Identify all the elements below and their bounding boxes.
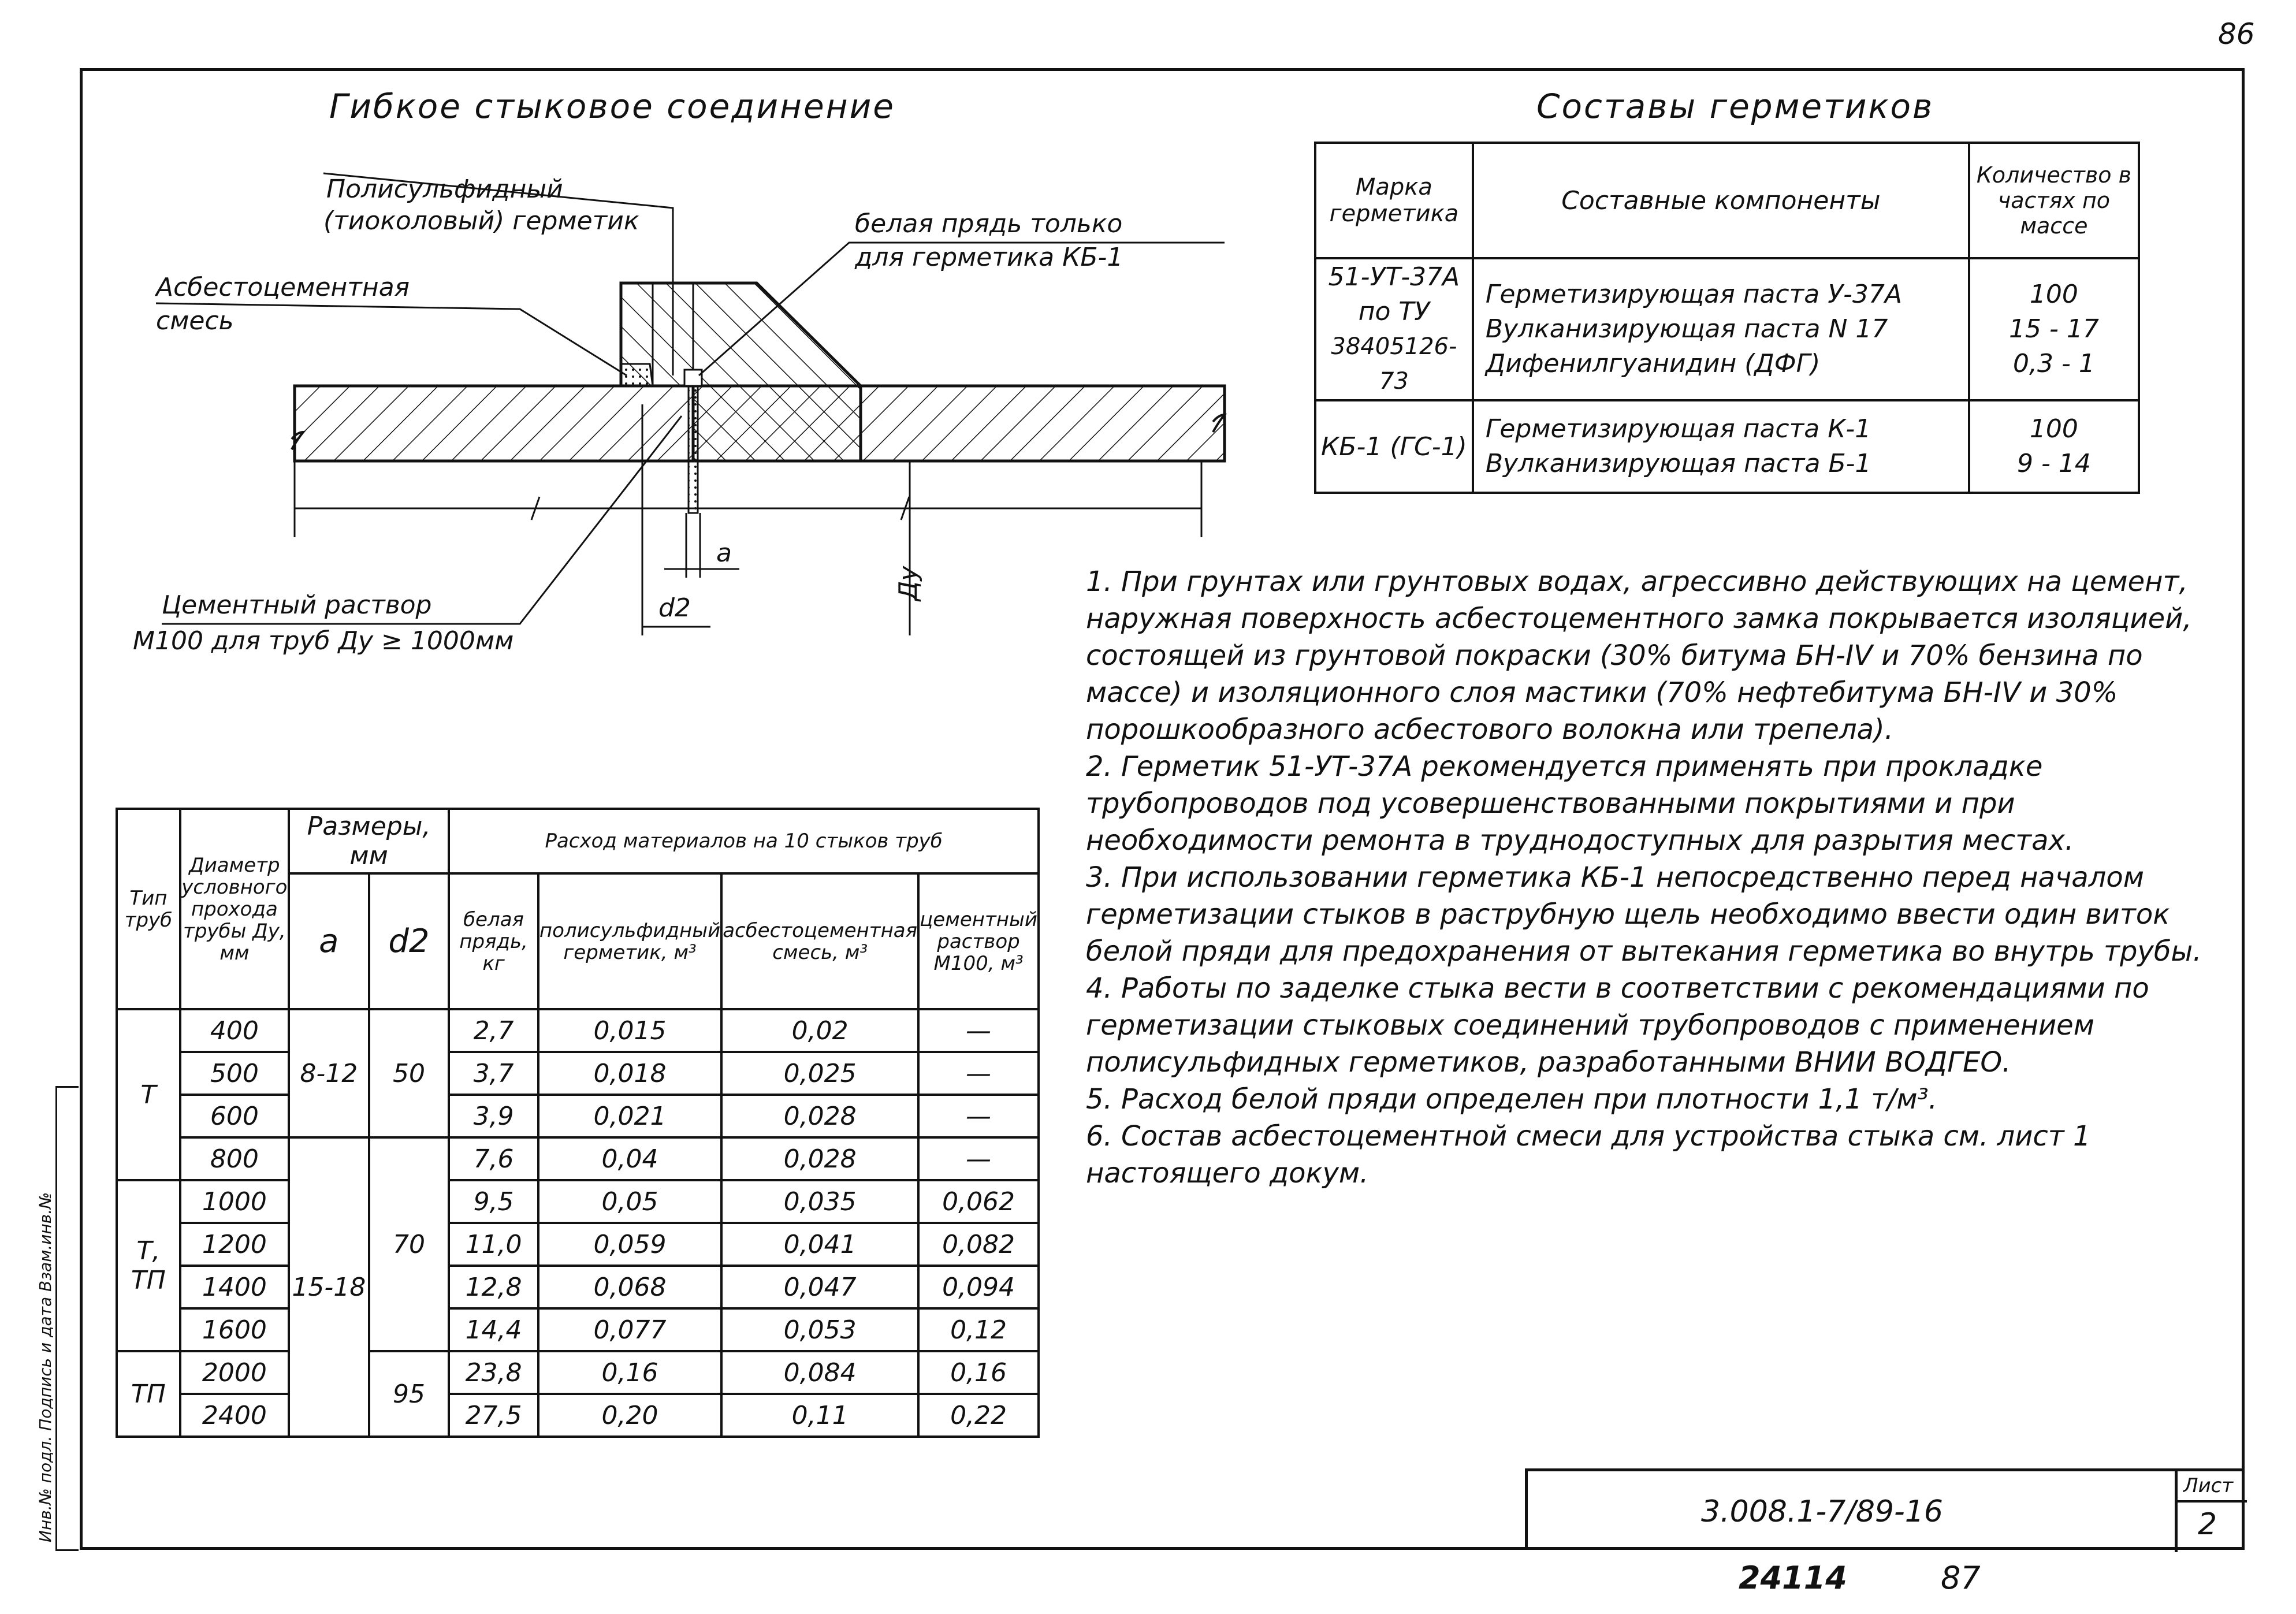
label-sealant-2: (тиоколовый) герметик	[323, 206, 639, 236]
mortar-cell: 0,082	[918, 1223, 1039, 1266]
mortar-cell: 0,22	[918, 1394, 1039, 1437]
size-a-cell: 8-12	[289, 1009, 369, 1137]
mortar-cell: 0,16	[918, 1351, 1039, 1394]
size-d2-cell: 50	[369, 1009, 449, 1137]
label-dim-d2: d2	[658, 593, 691, 623]
comp-components-2: Герметизирующая паста К-1 Вулканизирующая паста Б-1	[1473, 400, 1969, 493]
white-strand	[684, 370, 702, 386]
asbestos-cell: 0,035	[721, 1180, 918, 1223]
mortar-cell: —	[918, 1137, 1039, 1180]
label-sealant-1: Полисульфидный	[326, 174, 563, 204]
label-asbestos-1: Асбестоцементная	[156, 273, 410, 302]
table-row	[117, 1009, 1039, 1052]
diameter-cell: 1000	[180, 1180, 289, 1223]
mat-header-sizes: Размеры, мм	[289, 809, 449, 873]
doc-code: 3.008.1-7/89-16	[1701, 1494, 1943, 1529]
diameter-cell: 1400	[180, 1266, 289, 1308]
sealant-cell: 0,20	[538, 1394, 721, 1437]
sealant-cell: 0,068	[538, 1266, 721, 1308]
strand-cell: 3,7	[449, 1052, 538, 1095]
sealant-cell: 0,077	[538, 1308, 721, 1351]
table-row	[117, 1351, 1039, 1394]
diameter-cell: 1600	[180, 1308, 289, 1351]
size-d2-cell: 95	[369, 1351, 449, 1437]
mat-header-consumption: Расход материалов на 10 стыков труб	[449, 809, 1039, 873]
size-d2-cell: 70	[369, 1137, 449, 1351]
note-1: 1. При грунтах или грунтовых водах, агрессивно действующих на цемент, наружная поверхность асбестоцементного замка покрывается изоляцией, состоящей из грунтовой покраски (30% битума БН-IV и 70% бензина по массе) и изоляционного слоя мастики (70% нефтебитума БН-IV и 30% порошкообразного асбестового волокна или трепела).	[1086, 566, 2192, 746]
asbestos-cell: 0,028	[721, 1137, 918, 1180]
table-row	[117, 1052, 1039, 1095]
diameter-cell: 800	[180, 1137, 289, 1180]
mortar-cell: 0,094	[918, 1266, 1039, 1308]
strand-cell: 7,6	[449, 1137, 538, 1180]
table-row	[117, 1308, 1039, 1351]
strand-cell: 11,0	[449, 1223, 538, 1266]
table-row	[117, 1394, 1039, 1437]
mat-header-a: a	[289, 873, 369, 1009]
asbestos-cell: 0,025	[721, 1052, 918, 1095]
comp-components-1: Герметизирующая паста У-37А Вулканизирующая паста N 17 Дифенилгуанидин (ДФГ)	[1473, 258, 1969, 400]
diameter-cell: 400	[180, 1009, 289, 1052]
pipe-type-cell: Т	[117, 1009, 180, 1180]
mortar-gap	[689, 386, 698, 513]
mortar-cell: —	[918, 1009, 1039, 1052]
notes	[1086, 563, 2230, 1192]
comp-qty-2: 100 9 - 14	[1969, 400, 2139, 493]
sheet-label: Лист	[2183, 1474, 2234, 1497]
sheet-label-line	[2178, 1500, 2247, 1503]
sheet-divider	[2175, 1471, 2178, 1552]
mortar-cell: —	[918, 1095, 1039, 1137]
table-row	[117, 1095, 1039, 1137]
mat-header-d2: d2	[369, 873, 449, 1009]
materials-table	[116, 808, 1040, 1438]
mortar-cell: 0,12	[918, 1308, 1039, 1351]
table-row	[117, 1137, 1039, 1180]
compositions-title: Составы герметиков	[1536, 87, 1934, 126]
comp-brand-1: 51-УТ-37А по ТУ 38405126-73	[1315, 258, 1473, 400]
label-mortar-1: Цементный раствор	[162, 590, 432, 620]
label-asbestos-2: смесь	[156, 306, 234, 336]
asbestos-cell: 0,02	[721, 1009, 918, 1052]
asbestos-cell: 0,028	[721, 1095, 918, 1137]
table-row	[117, 1223, 1039, 1266]
sealant-cell: 0,05	[538, 1180, 721, 1223]
diameter-cell: 600	[180, 1095, 289, 1137]
label-dim-a: a	[716, 538, 732, 568]
strand-cell: 27,5	[449, 1394, 538, 1437]
asbestos-cell: 0,084	[721, 1351, 918, 1394]
title-block	[1525, 1468, 2245, 1549]
label-strand-1: белая прядь только	[855, 209, 1123, 239]
sealant-cell: 0,018	[538, 1052, 721, 1095]
mortar-cell: 0,062	[918, 1180, 1039, 1223]
diagram-title: Гибкое стыковое соединение	[329, 87, 895, 126]
mat-header-strand: белая прядь, кг	[449, 873, 538, 1009]
strand-cell: 9,5	[449, 1180, 538, 1223]
strand-cell: 3,9	[449, 1095, 538, 1137]
sealant-cell: 0,021	[538, 1095, 721, 1137]
table-row	[117, 1180, 1039, 1223]
mat-header-diameter: Диаметр условного прохода трубы Ду, мм	[180, 809, 289, 1009]
asbestos-cell: 0,11	[721, 1394, 918, 1437]
sidebar-text: Инв.№ подл. Подпись и дата Взам.инв.№	[36, 1192, 55, 1542]
note-3: 3. При использовании герметика КБ-1 непосредственно перед началом герметизации стыков в раструбную щель необходимо ввести один виток белой пряди для предохранения от вытекания герметика во внутрь трубы.	[1086, 861, 2202, 968]
mat-header-type: Тип труб	[117, 809, 180, 1009]
mat-header-sealant: полисульфидный герметик, м³	[538, 873, 721, 1009]
sheet-number: 2	[2198, 1507, 2217, 1542]
comp-brand-2: КБ-1 (ГС-1)	[1315, 400, 1473, 493]
strand-cell: 23,8	[449, 1351, 538, 1394]
asbestos-cell: 0,041	[721, 1223, 918, 1266]
note-5: 5. Расход белой пряди определен при плотности 1,1 т/м³.	[1086, 1083, 1938, 1115]
asbestos-cell: 0,047	[721, 1266, 918, 1308]
compositions-table	[1314, 142, 2140, 494]
comp-header-qty: Количество в частях по массе	[1969, 143, 2139, 258]
label-mortar-2: М100 для труб Ду ≥ 1000мм	[133, 626, 514, 656]
comp-header-brand: Марка герметика	[1315, 143, 1473, 258]
comp-header-components: Составные компоненты	[1473, 143, 1969, 258]
note-4: 4. Работы по заделке стыка вести в соответствии с рекомендациями по герметизации стыковых соединений трубопроводов с применением полисульфидных герметиков, разработанными ВНИИ ВОДГЕО.	[1086, 972, 2149, 1079]
materials-body	[117, 1009, 1039, 1437]
strand-cell: 2,7	[449, 1009, 538, 1052]
diameter-cell: 2000	[180, 1351, 289, 1394]
bottom-number-2: 87	[1941, 1560, 1981, 1596]
sealant-cell: 0,015	[538, 1009, 721, 1052]
sealant-cell: 0,16	[538, 1351, 721, 1394]
diameter-cell: 2400	[180, 1394, 289, 1437]
left-pipe	[295, 386, 693, 461]
mat-header-mortar: цементный раствор М100, м³	[918, 873, 1039, 1009]
note-6: 6. Состав асбестоцементной смеси для устройства стыка см. лист 1 настоящего докум.	[1086, 1120, 2091, 1189]
asbestos-cell: 0,053	[721, 1308, 918, 1351]
label-strand-2: для герметика КБ-1	[855, 243, 1123, 272]
table-row	[117, 1266, 1039, 1308]
bottom-number-1: 24114	[1739, 1560, 1847, 1596]
sealant-cell: 0,04	[538, 1137, 721, 1180]
comp-qty-1: 100 15 - 17 0,3 - 1	[1969, 258, 2139, 400]
page-number: 86	[2218, 17, 2255, 51]
strand-cell: 12,8	[449, 1266, 538, 1308]
left-stamp-strip	[55, 1086, 79, 1551]
diameter-cell: 500	[180, 1052, 289, 1095]
size-a-cell: 15-18	[289, 1137, 369, 1437]
diameter-cell: 1200	[180, 1223, 289, 1266]
pipe-type-cell: ТП	[117, 1351, 180, 1437]
label-dim-dy: Ду	[894, 566, 923, 601]
mortar-cell: —	[918, 1052, 1039, 1095]
sealant-cell: 0,059	[538, 1223, 721, 1266]
note-2: 2. Герметик 51-УТ-37А рекомендуется применять при прокладке трубопроводов под усовершенствованными покрытиями и при необходимости ремонта в труднодоступных для разрытия местах.	[1086, 750, 2074, 857]
strand-cell: 14,4	[449, 1308, 538, 1351]
mat-header-asbestos: асбестоцементная смесь, м³	[721, 873, 918, 1009]
pipe-type-cell: Т, ТП	[117, 1180, 180, 1351]
